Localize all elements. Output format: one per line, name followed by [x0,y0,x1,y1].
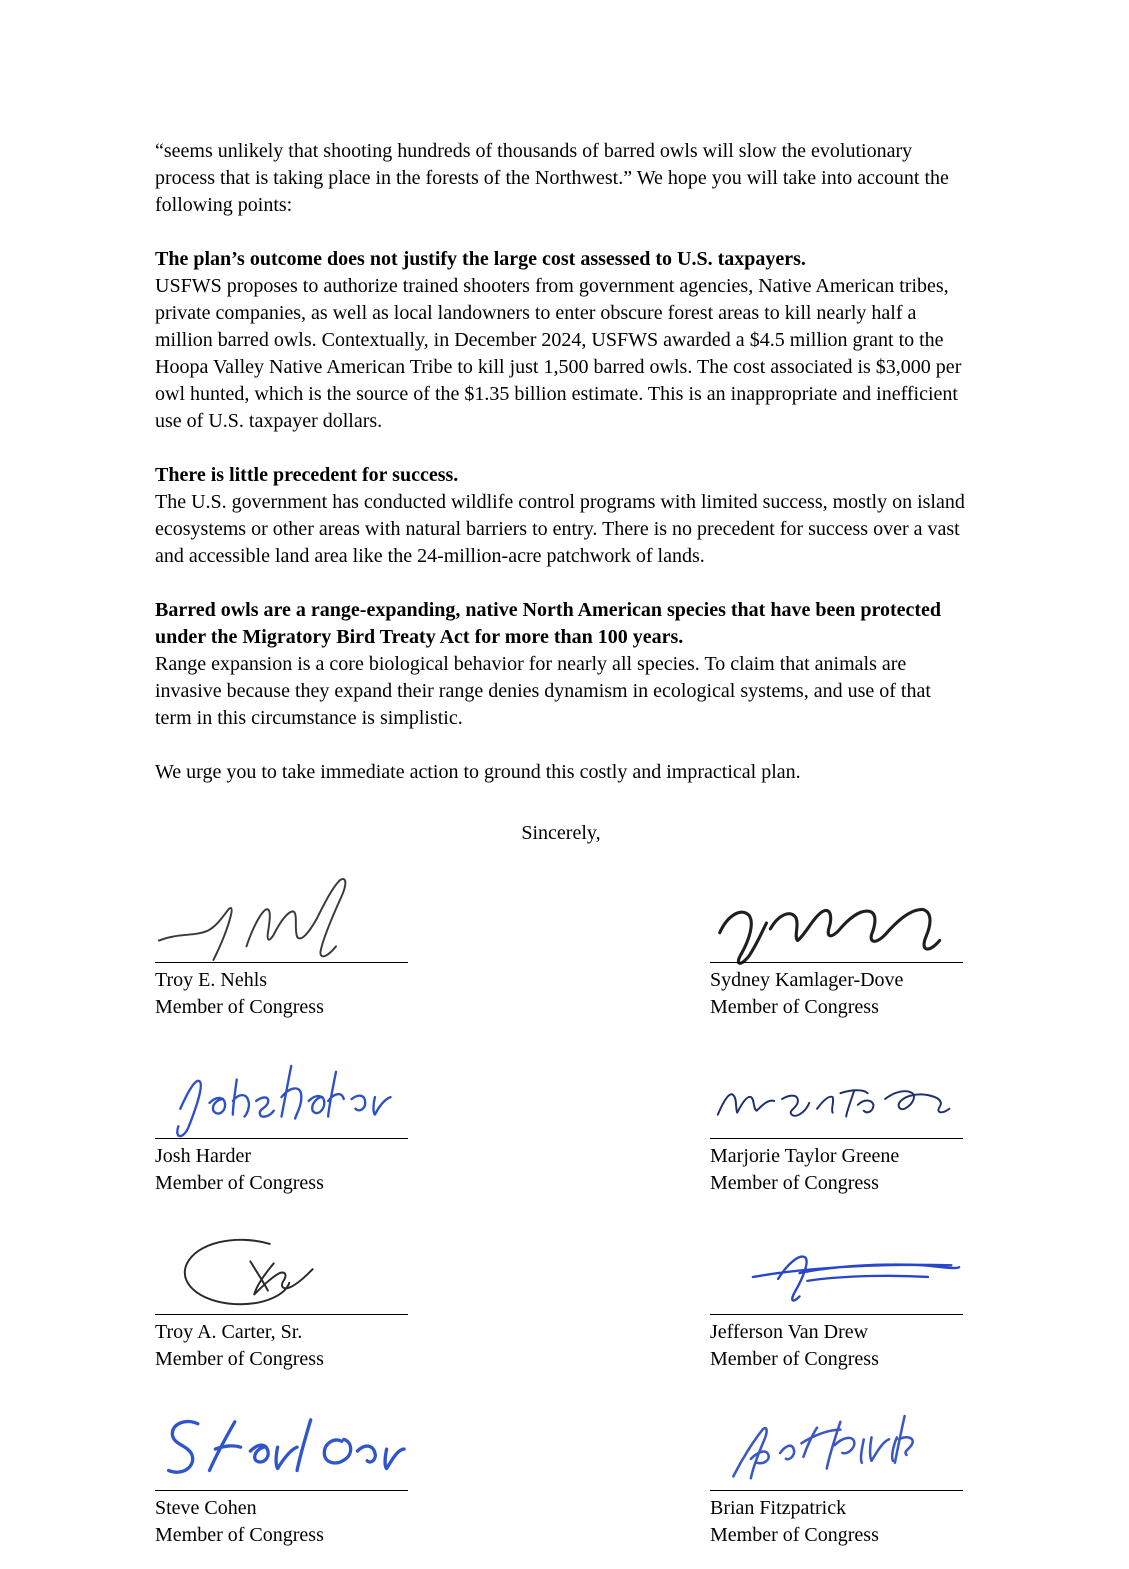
signatory-title: Member of Congress [155,1172,324,1194]
signature-canvas [155,1217,408,1315]
signatory-title: Member of Congress [155,1348,324,1370]
signature-block-brian-fitzpatrick [710,1393,967,1549]
signature-line [155,1138,408,1139]
intro-paragraph: “seems unlikely that shooting hundreds of thousands of barred owls will slow the evolutionary process that is taking place in the forests of the Northwest.” We hope you will take into account the following points: [155,140,949,216]
section-native-species-body: Range expansion is a core biological behavior for nearly all species. To claim that animals are invasive because they expand their range denies dynamism in ecological systems, and use of that term in this circumstance is simplistic. [155,653,931,729]
signature-canvas [710,1217,963,1315]
signature-line [710,962,963,963]
section-precedent-heading: There is little precedent for success. [155,464,459,486]
signatory-name: Steve Cohen [155,1497,257,1519]
signature-canvas [155,1393,408,1491]
section-native-species-heading: Barred owls are a range-expanding, native North American species that have been protected under the Migratory Bird Treaty Act for more than 100 years. [155,599,942,648]
signatory-name: Marjorie Taylor Greene [710,1145,900,1167]
signature-line [710,1314,963,1315]
section-cost [155,246,967,435]
signature-canvas [710,1041,963,1139]
section-native-species [155,597,967,732]
signature-block-sydney-kamlager-dove [710,865,967,1021]
section-precedent-body: The U.S. government has conducted wildlife control programs with limited success, mostly on island ecosystems or other areas with natural barriers to entry. There is no precedent for success over a vast and accessible land area like the 24-million-acre patchwork of lands. [155,491,965,567]
signature-line [155,1490,408,1491]
signatory-title: Member of Congress [710,996,879,1018]
signature-canvas [155,865,408,963]
section-cost-body: USFWS proposes to authorize trained shooters from government agencies, Native American tribes, private companies, as well as local landowners to enter obscure forest areas to kill nearly half a million barred owls. Contextually, in December 2024, USFWS awarded a $4.5 million grant to the Hoopa Valley Native American Tribe to kill just 1,500 barred owls. The cost associated is $3,000 per owl hunted, which is the source of the $1.35 billion estimate. This is an inappropriate and inefficient use of U.S. taxpayer dollars. [155,275,962,432]
signatory-title: Member of Congress [710,1172,879,1194]
signatory-title: Member of Congress [710,1348,879,1370]
signature-line [155,1314,408,1315]
signature-canvas [710,1393,963,1491]
signatory-name: Brian Fitzpatrick [710,1497,847,1519]
signature-block-troy-a-carter-sr [155,1217,710,1373]
signature-canvas [710,865,963,963]
signatory-title: Member of Congress [155,1524,324,1546]
signature-grid [155,865,967,1569]
signatory-name: Jefferson Van Drew [710,1321,869,1343]
section-cost-heading: The plan’s outcome does not justify the large cost assessed to U.S. taxpayers. [155,248,806,270]
signatory-name: Sydney Kamlager-Dove [710,969,904,991]
signature-block-josh-harder [155,1041,710,1197]
signature-line [710,1138,963,1139]
section-precedent [155,462,967,570]
signature-canvas [155,1041,408,1139]
signatory-name: Troy E. Nehls [155,969,268,991]
signature-block-jefferson-van-drew [710,1217,967,1373]
signatory-name: Josh Harder [155,1145,252,1167]
signature-block-troy-e-nehls [155,865,710,1021]
signature-line [710,1490,963,1491]
signature-block-steve-cohen [155,1393,710,1549]
signatory-name: Troy A. Carter, Sr. [155,1321,303,1343]
signatory-title: Member of Congress [710,1524,879,1546]
closing-paragraph: We urge you to take immediate action to ground this costly and impractical plan. [155,761,801,783]
signature-line [155,962,408,963]
signoff: Sincerely, [521,822,601,844]
signature-block-marjorie-taylor-greene [710,1041,967,1197]
signatory-title: Member of Congress [155,996,324,1018]
